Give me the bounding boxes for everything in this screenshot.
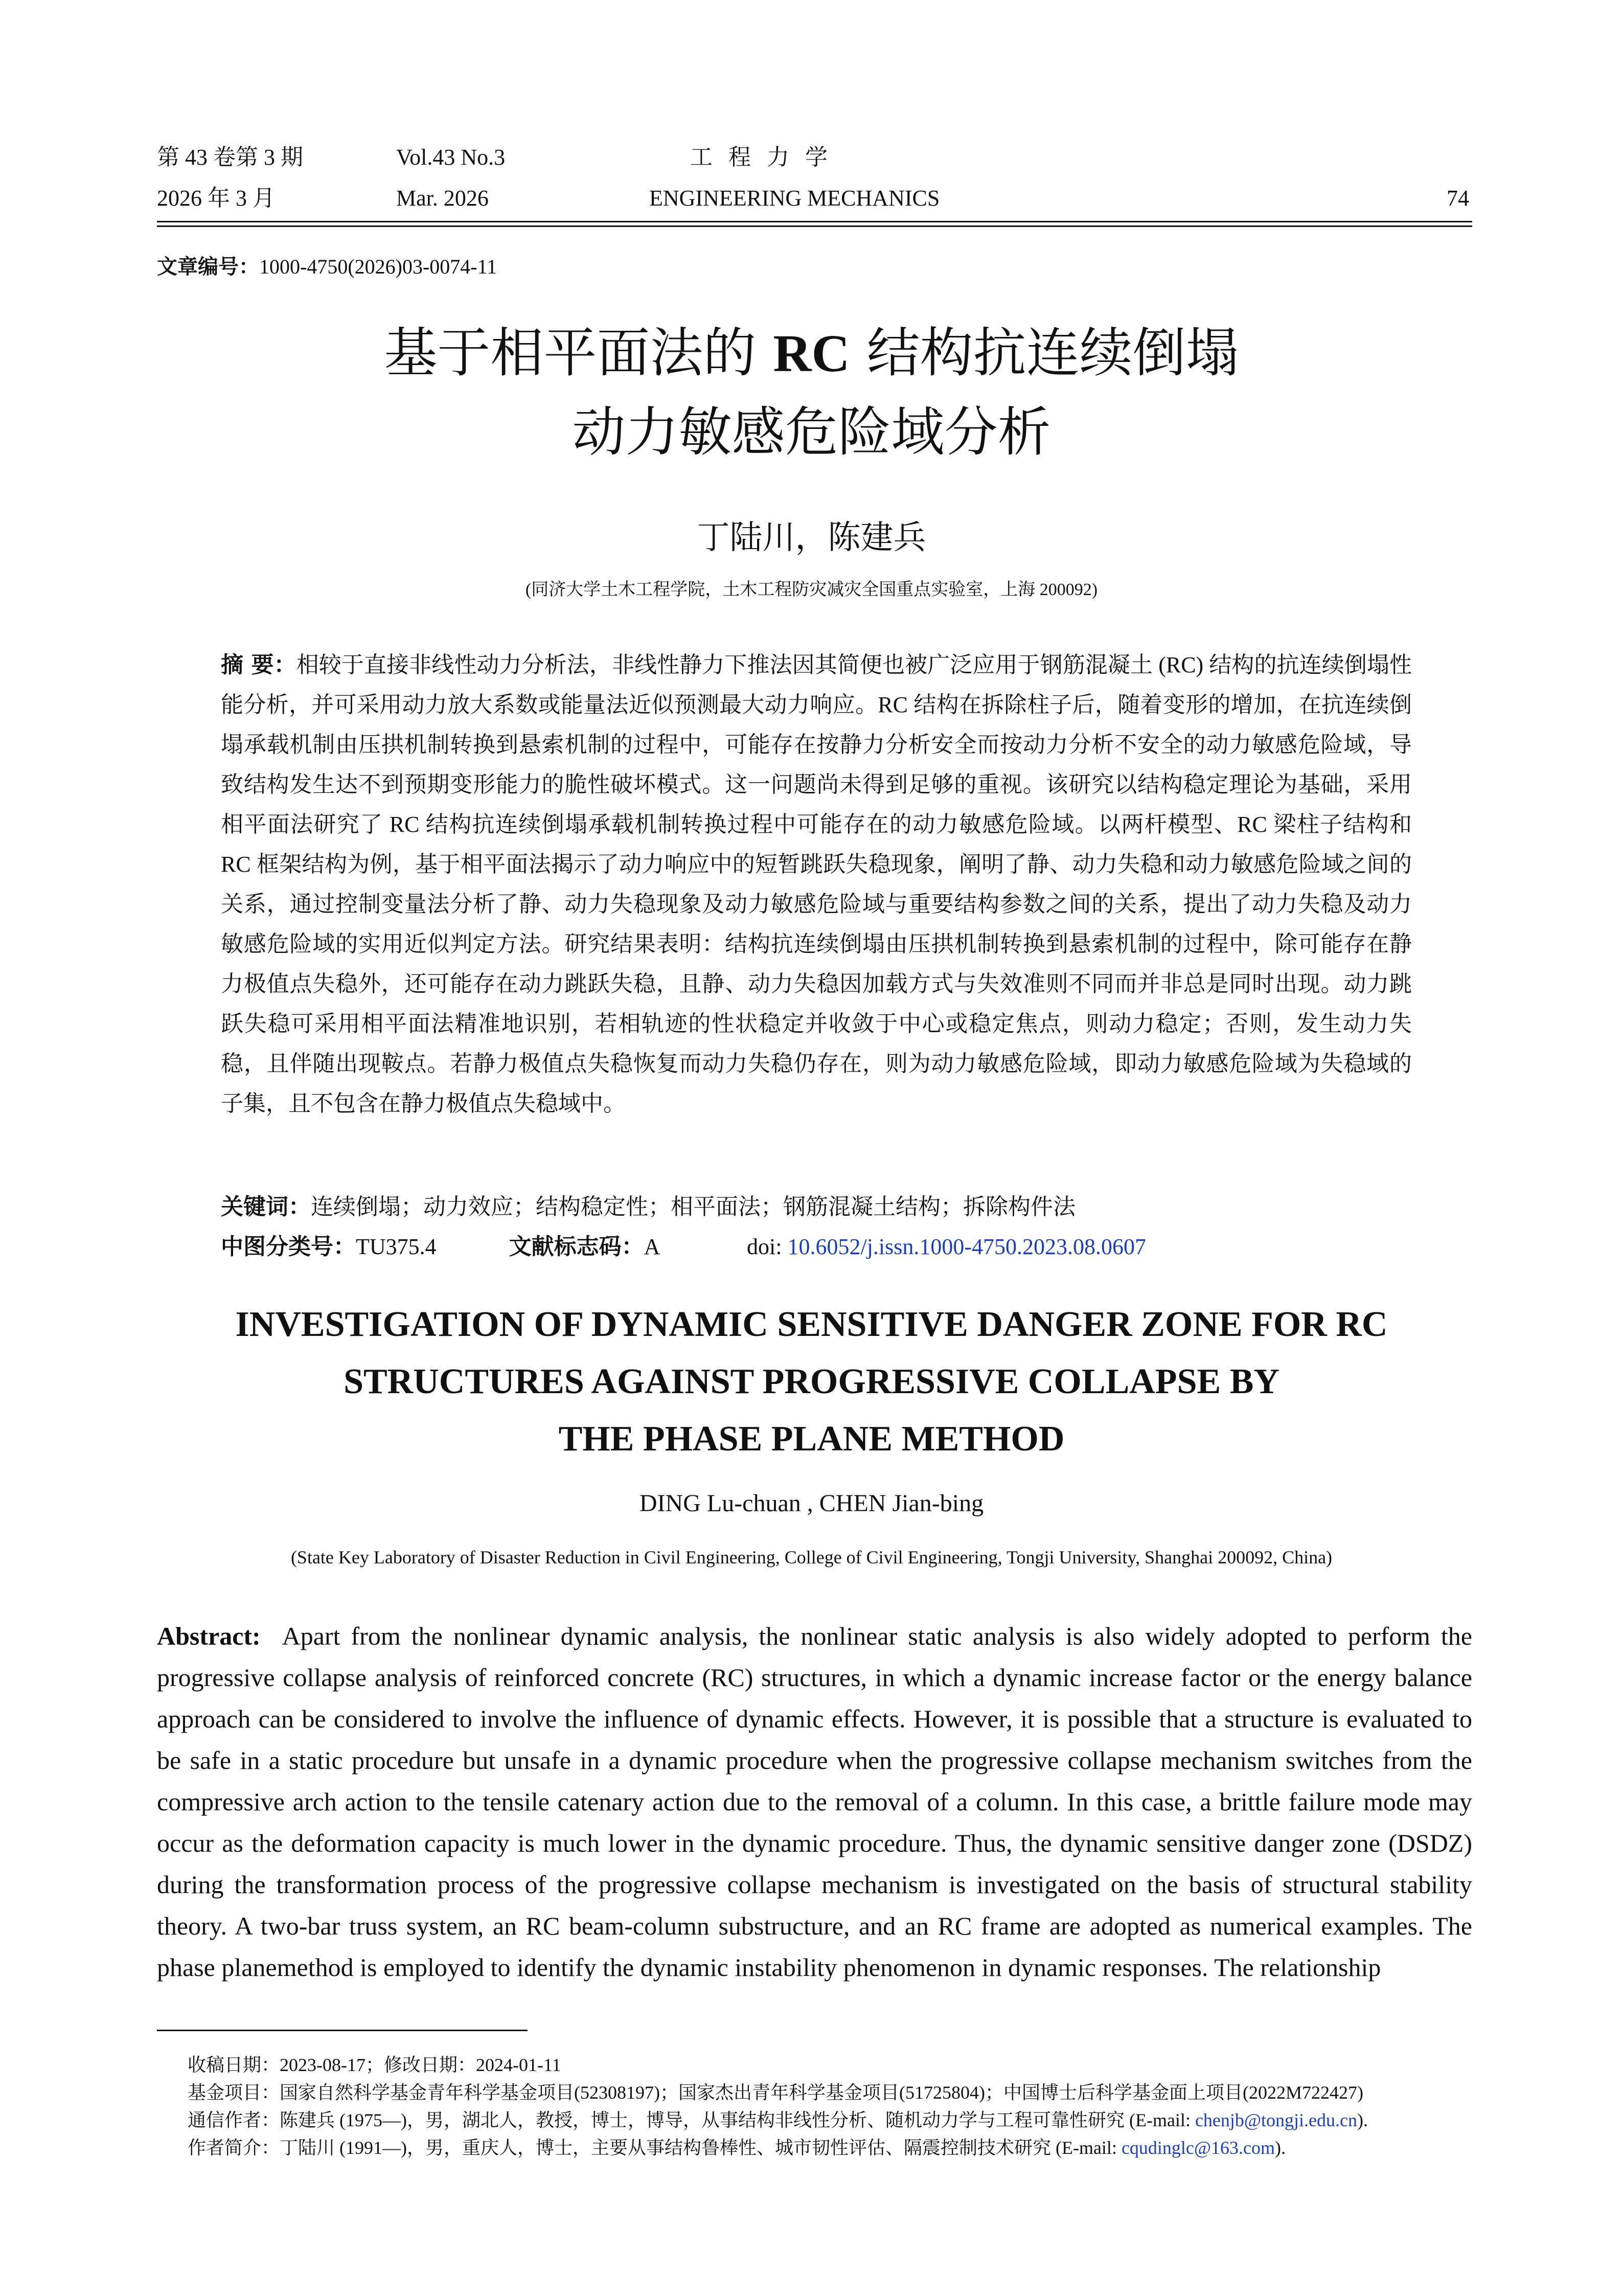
abstract-cn-text: 相较于直接非线性动力分析法，非线性静力下推法因其简便也被广泛应用于钢筋混凝土 (RC) 结构的抗连续倒塌性能分析，并可采用动力放大系数或能量法近似预测最大动力响应。RC 结构在拆除柱子后，随着变形的增加，在抗连续倒塌承载机制由压拱机制转换到悬索机制的过程中，可能存在按静力分析安全而按动力分析不安全的动力敏感危险域，导致结构发生达不到预期变形能力的脆性破坏模式。这一问题尚未得到足够的重视。该研究以结构稳定理论为基础，采用相平面法研究了 RC 结构抗连续倒塌承载机制转换过程中可能存在的动力敏感危险域。以两杆模型、RC 梁柱子结构和 RC 框架结构为例，基于相平面法揭示了动力响应中的短暂跳跃失稳现象，阐明了静、动力失稳和动力敏感危险域之间的关系，通过控制变量法分析了静、动力失稳现象及动力敏感危险域与重要结构参数之间的关系，提出了动力失稳及动力敏感危险域的实用近似判定方法。研究结果表明：结构抗连续倒塌由压拱机制转换到悬索机制的过程中，除可能存在静力极值点失稳外，还可能存在动力跳跃失稳，且静、动力失稳因加载方式与失效准则不同而并非总是同时出现。动力跳跃失稳可采用相平面法精准地识别，若相轨迹的性状稳定并收敛于中心或稳定焦点，则动力稳定；否则，发生动力失稳，且伴随出现鞍点。若静力极值点失稳恢复而动力失稳仍存在，则为动力敏感危险域，即动力敏感危险域为失稳域的子集，且不包含在静力极值点失稳域中。	[221, 652, 1412, 1116]
header-date-en: Mar. 2026	[396, 186, 489, 211]
keywords-cn-label: 关键词：	[221, 1194, 311, 1220]
authors-en: DING Lu-chuan , CHEN Jian-bing	[639, 1490, 984, 1517]
title-cn-line1	[0, 314, 1623, 392]
classification-line	[221, 1227, 1412, 1267]
article-number-value: 1000-4750(2026)03-0074-11	[259, 255, 497, 278]
article-number-label: 文章编号：	[157, 255, 259, 279]
header-journal-cn: 工 程 力 学	[690, 145, 833, 170]
header-rule-bottom	[157, 225, 1472, 227]
keywords-cn-text: 连续倒塌；动力效应；结构稳定性；相平面法；钢筋混凝土结构；拆除构件法	[311, 1194, 1076, 1219]
article-number	[157, 251, 497, 280]
affiliation-en: (State Key Laboratory of Disaster Reduction in Civil Engineering, College of Civil Engineering, Tongji University, Shanghai 200092, China)	[290, 1547, 1333, 1567]
author-suffix: ).	[1275, 2138, 1286, 2158]
corresponding-text: 通信作者：陈建兵 (1975—)，男，湖北人，教授，博士，博导，从事结构非线性分析、随机动力学与工程可靠性研究 (E-mail:	[188, 2110, 1195, 2130]
title-en-line1: INVESTIGATION OF DYNAMIC SENSITIVE DANGER ZONE FOR RC	[235, 1305, 1388, 1344]
doc-code-label: 文献标志码：	[509, 1234, 644, 1260]
doi-label: doi:	[747, 1234, 788, 1259]
title-en-line2: STRUCTURES AGAINST PROGRESSIVE COLLAPSE BY	[344, 1362, 1279, 1401]
abstract-cn-label: 摘 要：	[221, 652, 296, 678]
keywords-cn	[221, 1187, 1412, 1227]
clc-label: 中图分类号：	[221, 1234, 356, 1260]
header-date-cn: 2026 年 3 月	[157, 186, 275, 211]
header-rule-top	[157, 221, 1472, 222]
title-en-line3: THE PHASE PLANE METHOD	[558, 1419, 1065, 1459]
affiliation-cn: (同济大学土木工程学院，土木工程防灾减灾全国重点实验室，上海 200092)	[525, 580, 1098, 599]
header-journal-en: ENGINEERING MECHANICS	[649, 186, 940, 211]
header-volume-en: Vol.43 No.3	[396, 145, 506, 170]
title-cn-part-c: 结构抗连续倒塌	[850, 322, 1239, 384]
header-page-number: 74	[1447, 186, 1469, 211]
abstract-en	[157, 1616, 1472, 1988]
title-cn-line2: 动力敏感危险域分析	[572, 401, 1051, 463]
clc-value: TU375.4	[356, 1234, 437, 1259]
footnote-received: 收稿日期：2023-08-17；修改日期：2024-01-11	[188, 2055, 561, 2075]
authors-cn: 丁陆川，陈建兵	[697, 519, 926, 556]
footnote-corresponding	[188, 2106, 1476, 2134]
footnotes	[188, 2051, 1476, 2162]
abstract-en-text: Apart from the nonlinear dynamic analysis, the nonlinear static analysis is also widely adopted to perform the progressive collapse analysis of reinforced concrete (RC) structures, in which a dynamic increase factor or the energy balance approach can be considered to involve the influence of dynamic effects. However, it is possible that a structure is evaluated to be safe in a static procedure but unsafe in a dynamic procedure when the progressive collapse mechanism switches from the compressive arch action to the tensile catenary action due to the removal of a column. In this case, a brittle failure mode may occur as the deformation capacity is much lower in the dynamic procedure. Thus, the dynamic sensitive danger zone (DSDZ) during the transformation process of the progressive collapse mechanism is investigated on the basis of structural stability theory. A two-bar truss system, an RC beam-column substructure, and an RC frame are adopted as numerical examples. The phase planemethod is employed to identify the dynamic instability phenomenon in dynamic responses. The relationship	[157, 1622, 1472, 1982]
title-cn-part-b: RC	[773, 324, 850, 383]
corresponding-email-link[interactable]: chenjb@tongji.edu.cn	[1195, 2110, 1358, 2130]
footnote-rule	[157, 2030, 528, 2031]
author-text: 作者简介：丁陆川 (1991—)，男，重庆人，博士，主要从事结构鲁棒性、城市韧性评估、隔震控制技术研究 (E-mail:	[188, 2138, 1122, 2158]
footnote-author	[188, 2134, 1476, 2162]
author-email-link[interactable]: cqudinglc@163.com	[1121, 2138, 1275, 2158]
corresponding-suffix: ).	[1357, 2110, 1368, 2130]
title-cn-part-a: 基于相平面法的	[384, 322, 773, 384]
doc-code-value: A	[644, 1234, 659, 1259]
abstract-cn	[221, 645, 1412, 1124]
footnote-fund: 基金项目：国家自然科学基金青年科学基金项目(52308197)；国家杰出青年科学基金项目(51725804)；中国博士后科学基金面上项目(2022M722427)	[188, 2082, 1363, 2103]
title-en	[0, 1296, 1623, 1468]
header-volume-cn: 第 43 卷第 3 期	[157, 145, 303, 170]
doi-link[interactable]: 10.6052/j.issn.1000-4750.2023.08.0607	[787, 1234, 1147, 1259]
abstract-en-label: Abstract:	[157, 1622, 261, 1650]
